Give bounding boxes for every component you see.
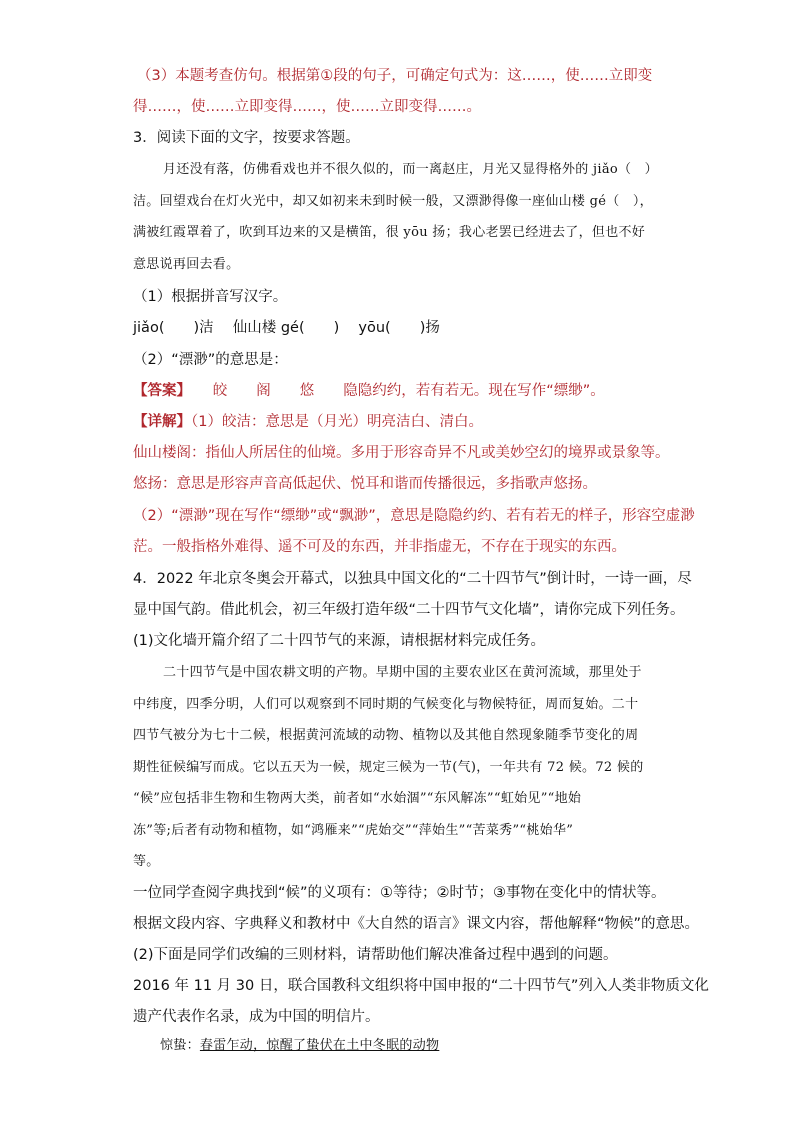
- q3-passage-line-1: 月还没有落，仿佛看戏也并不很久似的，而一离赵庄，月光又显得格外的 jiǎo（ ）: [163, 162, 658, 177]
- q4-material-line-2: 遗产代表作名录，成为中国的明信片。: [133, 1009, 380, 1025]
- detail-line-4: （2）“漂渺”现在写作“缥缈”或“飘渺”，意思是隐隐约约、若有若无的样子，形容空虚渺: [133, 508, 695, 524]
- answer-tag: 【答案】: [133, 383, 184, 399]
- q3-pinyin-line: jiǎo( )洁 仙山楼 gé( ) yōu( )扬: [133, 320, 440, 336]
- question-4-stem-1: 4．2022 年北京冬奥会开幕式，以独具中国文化的“二十四节气”倒计时，一诗一画，尽: [133, 571, 692, 587]
- q4-passage-line-3: 四节气被分为七十二候，根据黄河流域的动物、植物以及其他自然现象随季节变化的周: [133, 728, 639, 743]
- q3-sub-2: （2）“漂渺”的意思是：: [133, 352, 288, 368]
- detail-line-1: [133, 412, 483, 432]
- detail-line-3: 悠扬：意思是形容声音高低起伏、悦耳和谐而传播很远，多指歌声悠扬。: [133, 476, 597, 492]
- jingzhe-label: 惊蛰：: [160, 1038, 200, 1053]
- answer-line-1: （3）本题考查仿句。根据第①段的句子，可确定句式为：这……，使……立即变: [137, 68, 653, 84]
- question-4-stem-2: 显中国气韵。借此机会，初三年级打造年级“二十四节气文化墙”，请你完成下列任务。: [133, 602, 685, 618]
- q3-passage-line-2: 洁。回望戏台在灯火光中，却又如初来未到时候一般，又漂渺得像一座仙山楼 gé（ ），: [133, 194, 653, 209]
- answer-line-2: 得……，使……立即变得……，使……立即变得……。: [133, 99, 481, 115]
- q4-passage-line-1: 二十四节气是中国农耕文明的产物。早期中国的主要农业区在黄河流域，那里处于: [163, 665, 642, 680]
- detail-tag: 【详解】: [133, 414, 191, 430]
- jingzhe-text: 春雷乍动，惊醒了蛰伏在土中冬眠的动物: [199, 1038, 440, 1053]
- q4-material-line-1: 2016 年 11 月 30 日，联合国教科文组织将中国申报的“二十四节气”列入人类非物质文化: [133, 978, 709, 994]
- q4-dictionary-line: 一位同学查阅字典找到“候”的义项有：①等待；②时节；③事物在变化中的情状等。: [133, 885, 666, 901]
- jingzhe-line: [160, 1036, 439, 1056]
- q4-passage-line-2: 中纬度，四季分明，人们可以观察到不同时期的气候变化与物候特征，周而复始。二十: [133, 697, 639, 712]
- answer-body: 皎 阁 悠 隐隐约约，若有若无。现在写作“缥缈”。: [183, 383, 605, 399]
- q4-passage-line-5: “候”应包括非生物和生物两大类，前者如“水始涸”“东风解冻”“虹始见”“地始: [133, 791, 582, 806]
- q4-passage-line-7: 等。: [133, 854, 160, 869]
- q3-passage-line-3: 满被红霞罩着了，吹到耳边来的又是横笛，很 yōu 扬；我心老罢已经进去了，但也不好: [133, 225, 646, 240]
- q4-passage-line-4: 期性征候编写而成。它以五天为一候，规定三候为一节(气)，一年共有 72 候。72 候的: [133, 760, 644, 775]
- q4-part-2: (2)下面是同学们改编的三则材料，请帮助他们解决准备过程中遇到的问题。: [133, 947, 618, 963]
- q3-passage-line-4: 意思说再回去看。: [133, 257, 240, 272]
- detail-line-5: 茫。一般指格外难得、遥不可及的东西，并非指虚无，不存在于现实的东西。: [133, 539, 626, 555]
- detail-line-2: 仙山楼阁：指仙人所居住的仙境。多用于形容奇异不凡或美妙空幻的境界或景象等。: [133, 445, 670, 461]
- question-3-stem: 3．阅读下面的文字，按要求答题。: [133, 130, 360, 146]
- detail-text-1: （1）皎洁：意思是（月光）明亮洁白、清白。: [191, 414, 483, 430]
- q4-part-1: (1)文化墙开篇介绍了二十四节气的来源，请根据材料完成任务。: [133, 633, 546, 649]
- q4-passage-line-6: 冻”等;后者有动物和植物，如“鸿雁来”“虎始交”“萍始生”“苦菜秀”“桃始华”: [133, 823, 574, 838]
- q3-sub-1: （1）根据拼音写汉字。: [133, 289, 288, 305]
- answer-line: [133, 381, 605, 401]
- q4-task-line: 根据文段内容、字典释义和教材中《大自然的语言》课文内容，帮他解释“物候”的意思。: [133, 916, 700, 932]
